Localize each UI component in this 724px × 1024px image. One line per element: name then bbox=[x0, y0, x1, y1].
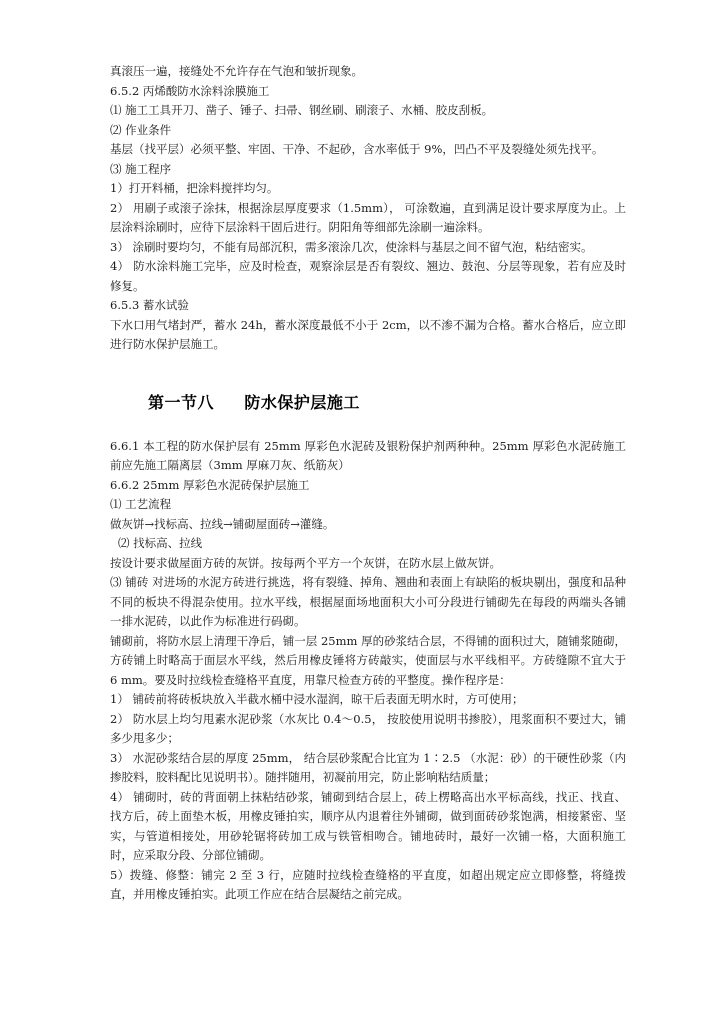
paragraph: 真滚压一遍，接缝处不允许存在气泡和皱折现象。 bbox=[110, 64, 363, 78]
paragraph: 铺砌前，将防水层上清理干净后，铺一层 25mm 厚的砂浆结合层，不得铺的面积过大，随铺浆随砌，方砖铺上时略高于面层水平线，然后用橡皮锤将方砖敲实，使面层与水平线相平。方砖缝隙不宜大于 6 mm。要及时拉线检查缝格平直度，用靠尺检查方砖的平整度。操作程序是： bbox=[110, 633, 626, 687]
paragraph: 做灰饼→找标高、拉线→铺砌屋面砖→灌缝。 bbox=[110, 516, 335, 531]
paragraph: 按设计要求做屋面方砖的灰饼。按每两个平方一个灰饼，在防水层上做灰饼。 bbox=[110, 555, 501, 570]
list-item: 2） 防水层上均匀甩素水泥砂浆（水灰比 0.4～0.5， 按胶使用说明书掺胶），甩浆面积不要过大，铺多少甩多少； bbox=[110, 711, 626, 745]
paragraph: ⑴ 施工工具开刀、凿子、锤子、扫帚、钢丝刷、刷滚子、水桶、胶皮刮板。 bbox=[110, 103, 494, 117]
paragraph: ⑶ 施工程序 bbox=[110, 161, 172, 176]
paragraph: 下水口用气堵封严，蓄水 24h，蓄水深度最低不小于 2cm，以不渗不漏为合格。蓄水合格后，应立即进行防水保护层施工。 bbox=[110, 317, 626, 351]
paragraph: ⑴ 工艺流程 bbox=[110, 497, 172, 511]
subsection-title: 6.6.2 25mm 厚彩色水泥砖保护层施工 bbox=[110, 477, 310, 492]
list-item: 3） 水泥砂浆结合层的厚度 25mm， 结合层砂浆配合比宜为 1∶2.5 （水泥：砂）的干硬性砂浆（内掺胶料，胶料配比见说明书）。随拌随用，初凝前用完，防止影响粘结质量； bbox=[110, 750, 626, 784]
list-item: 2） 用刷子或滚子涂抹，根据涂层厚度要求（1.5mm）， 可涂数遍，直到满足设计要求厚度为止。上层涂料涂刷时，应待下层涂料干固后进行。阴阳角等细部先涂刷一遍涂料。 bbox=[110, 200, 626, 234]
section-heading: 第一节八 防水保护层施工 bbox=[148, 392, 360, 412]
section-6-6 bbox=[110, 437, 626, 905]
list-item: 1）打开料桶，把涂料搅拌均匀。 bbox=[110, 181, 279, 195]
subsection-title: 6.5.3 蓄水试验 bbox=[110, 298, 189, 312]
list-item: 4） 防水涂料施工完毕，应及时检查，观察涂层是否有裂纹、翘边、鼓泡、分层等现象，若有应及时修复。 bbox=[110, 259, 626, 293]
document-page bbox=[110, 62, 626, 905]
list-item: 5）拨缝、修整：铺完 2 至 3 行，应随时拉线检查缝格的平直度，如超出规定应立即修整，将缝拨直，并用橡皮锤拍实。此项工作应在结合层凝结之前完成。 bbox=[110, 867, 626, 901]
list-item: 4） 铺砌时，砖的背面朝上抹粘结砂浆，铺砌到结合层上，砖上楞略高出水平标高线，找正、找直、找方后，砖上面垫木板，用橡皮锤拍实，顺序从内退着往外铺砌，做到面砖砂浆饱满，相接紧密、坚实，与管道相接处，用砂轮锯将砖加工成与铁管相吻合。铺地砖时，最好一次铺一格，大面积施工时，应采取分段、分部位铺砌。 bbox=[110, 789, 626, 862]
section-6-5 bbox=[110, 62, 626, 355]
paragraph: 基层（找平层）必须平整、牢固、干净、不起砂，含水率低于 9%，凹凸不平及裂缝处须先找平。 bbox=[110, 142, 604, 156]
paragraph: 6.6.1 本工程的防水保护层有 25mm 厚彩色水泥砖及银粉保护剂两种种。25mm 厚彩色水泥砖施工前应先施工隔离层（3mm 厚麻刀灰、纸筋灰） bbox=[110, 438, 626, 472]
list-item: 1） 铺砖前将砖板块放入半截水桶中浸水湿润，晾干后表面无明水时，方可使用； bbox=[110, 692, 524, 706]
paragraph: ⑶ 铺砖 对进场的水泥方砖进行挑选，将有裂缝、掉角、翘曲和表面上有缺陷的板块剔出，强度和品种不同的板块不得混杂使用。拉水平线，根据屋面场地面积大小可分段进行铺砌先在每段的两端头各铺一排水泥砖，以此作为标准进行码砌。 bbox=[110, 575, 626, 628]
subsection-title: 6.5.2 丙烯酸防水涂料涂膜施工 bbox=[110, 83, 270, 98]
list-item: 3） 涂刷时要均匀，不能有局部沉积，需多滚涂几次，使涂料与基层之间不留气泡，粘结密实。 bbox=[110, 239, 593, 254]
paragraph: ⑵ 作业条件 bbox=[110, 122, 172, 137]
paragraph: ⑵ 找标高、拉线 bbox=[118, 536, 203, 550]
